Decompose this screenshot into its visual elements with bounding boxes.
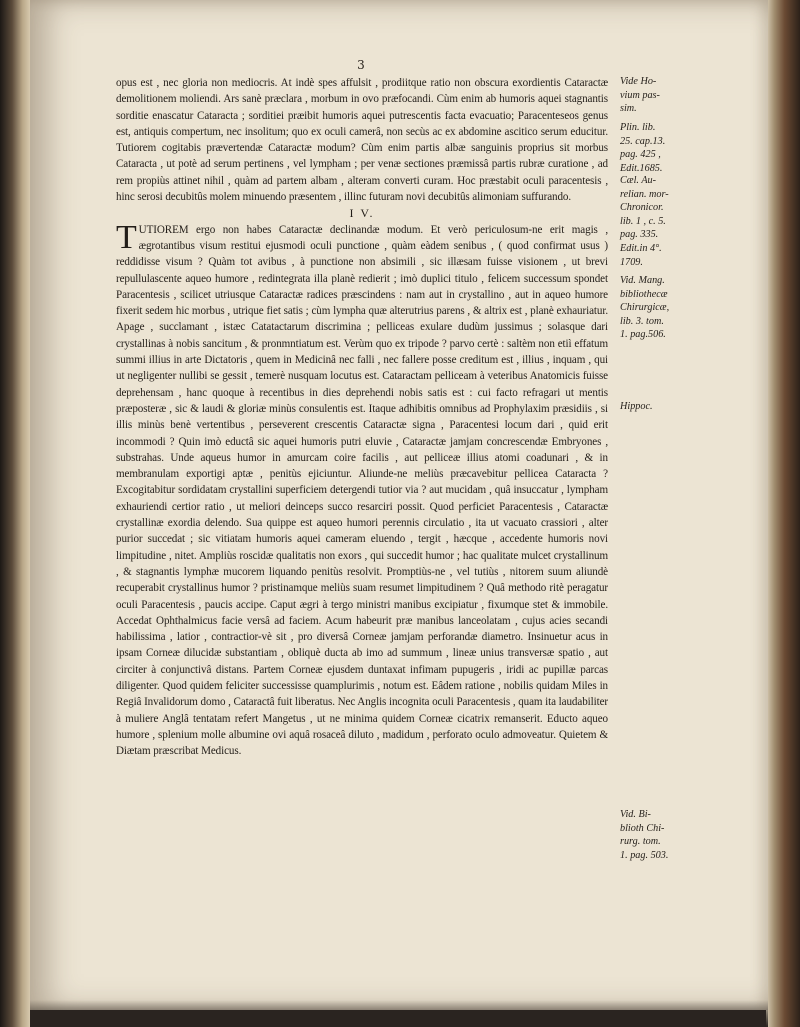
margin-note-line: blioth Chi-	[620, 822, 665, 834]
margin-note-line: Plin. lib.	[620, 122, 656, 133]
margin-note-line: Vide Ho-	[620, 76, 657, 87]
paragraph-2	[116, 218, 608, 760]
book-edge-right	[766, 0, 800, 1027]
margin-note-3	[620, 174, 686, 269]
paragraph-1: opus est , nec gloria non mediocris. At indè spes affulsit , prodiitque ratio non obscura exordientis Cataractæ demolitionem moliendi. Ars sanè præclara , morbum in ovo præfocandi. Cùm enim ab humoris aquei stagnantis sorditie enascatur Cataracta ; sorditiei præibit humoris aquei putrescentis facta evacuatio; Paracenteseos genus est, antiquis compertum, nec insolitum; quo ex oculi camerâ, non secùs ac ex abdomine ascitico serum educitur. Tutiorem cogitabis prævertendæ Cataractæ modum? Cùm enim partis albæ sanguinis proprius sit morbus Cataracta , ut potè ad serum pertinens , vel lympham ; per venæ sectiones præmissâ partis rubræ curatione , ad rem propiùs attinet nihil , quàm ad partem albam , alteram converti curam. Hoc præstabit oculi paracentesis , hinc serosi decubitûs molem minuendo præsentem , illinc futuram novi decubitûs alimoniam suffurando.	[116, 77, 608, 204]
margin-note-line: relian. mor-	[620, 188, 669, 200]
margin-note-line: Edit.in 4°.	[620, 242, 662, 254]
margin-note-line: 25. cap.13.	[620, 135, 666, 147]
margin-note-line: 1709.	[620, 256, 643, 268]
margin-note-line: Edit.1685.	[620, 162, 663, 174]
margin-note-line: 1. pag.506.	[620, 329, 666, 341]
page-bottom-shadow	[30, 1000, 768, 1027]
margin-note-line: sim.	[620, 103, 637, 115]
margin-note-line: Chronicor.	[620, 202, 664, 214]
margin-note-line: Chirurgicæ,	[620, 302, 670, 314]
main-text-block	[116, 75, 608, 759]
margin-note-line: vium pas-	[620, 89, 660, 101]
book-gutter-left	[0, 0, 30, 1027]
margin-note-line: Vid. Mang.	[620, 275, 665, 286]
margin-note-line: Cæl. Au-	[620, 175, 657, 186]
paragraph-2-text: UTIOREM ergo non habes Cataractæ declinandæ modum. Et verò periculosum-ne erit magis , ægrotantibus visum restitui ejusmodi oculi punctione , quàm eàdem senibus , ( quod confirmat usus ) reddidisse visum ? Quàm tot avibus , à punctione non absimili , sic illæsam fuisse visionem , ut brevi repullulascente aqueo humore , redintegrata illa planè redierit ; imò duplici titulo , felicem successum spondet Paracentesis , scilicet utriusque Cataractæ radices præscindens : nam aut in crystallino , aut in aqueo humore fixerit sedem hic morbus , utrique fiet satis ; cùm lympha quæ alterutrius parens , & altrix est , planè exhauriatur. Apage , succlamant , istæc Catatactarum discrimina ; pelliceas exulare dudùm jussimus ; solasque dari crystallinas à nobis sancitum , & pronmntiatum est. Verùm quo ex tripode ? parvo certè : saltèm non etiì effatum summi illius in arte Dictatoris , quem in Medicinâ nec falli , nec fallere posse creditum est , illius , inquam , qui ut negligenter nullibi se gessit , temerè nusquam locutus est. Cataractam pelliceam à veteribus Anatomicis fuisse deprehensam , hanc quoque à recentibus in dies deprehendi nobis satis est : cui facto refragari ut mentis præposteræ , sic & laudi & gloriæ minùs consulentis est. Itaque adhibitis omnibus ad Prophylaxim præsidiis , si illis minùs benè vertentibus , perseverent crescentis Cataractæ signa , Paracentesi locum dari , quid erit incommodi ? Quin imò eductâ sic aquei humoris putri eluvie , Cataractæ jamjam concrescendæ Embryones , substrahas. Unde aqueus humor in amurcam coire facilis , aut pelliceæ illius atomi coadunari , & in membranulam exportigi aptæ , penitùs ejiciuntur. Aliunde-ne meliùs præcavebitur pellicea Cataracta ? Excogitabitur sordidatam crystallini superficiem detergendi tutior via ? aut mucidam , quâ insuccatur , lympham exhauriendi certior ratio , ut meliori deinceps succo resarciri possit. Quod perficiet Paracentesis , Cataractæ crystallinæ exordia delendo. Sua quippe est aqueo humori perennis circulatio , ita ut vacuato crassiori , alter purior succedat ; sic vitiatam humoris aquei cameram eluendo , tergit , hæcque , accedente humoris novi limpitudine , nitet. Ampliùs roscidæ qualitatis non exors , qui succedit humor ; hac qualitate mulcet crystallinum , & stagnantis lymphæ mucorem liquando penitùs resolvit. Promptiùs-ne , vel tutiùs , nitorem suum aliundè recuperabit crystallinus humor ? pristinamque meliùs suam resumet limpitudinem ? Quâ methodo ritè peragatur oculi Paracentesis , paucis accipe. Caput ægri à tergo ministri manibus excipiatur , fixumque stet & immobile. Accedat Ophthalmicus facie versâ ad faciem. Acum habeurit præ manibus lanceolatam , cujus acies secandi habilissima , latior , contractior-vè sit , pro diversâ Corneæ jamjam perforandæ diametro. Insinuetur acus in ipsam Corneæ dilucidæ substantiam , obliquè ducta ab imo ad summum , lineæ unius transversæ spatio , aut circiter à conjunctivâ distans. Partem Corneæ ejusdem duntaxat infimam pupugeris , iridi ac pupillæ parcas diligenter. Quod quidem feliciter successisse quamplurimis , notum est. Eâdem ratione , nobilis quidam Miles in Regiâ Invalidorum domo , Cataractâ fuit liberatus. Nec Anglis incognita oculi Paracentesis , quam ita laudabiliter à muliere Anglâ tentatam refert Mangetus , ut ne minima quidem Corneæ cicatrix remanserit. Educto aqueo humore , splenium molle albumine ovi aquâ rosaceâ diluto , madidum , perforato oculo admoveatur. Quietem & Diætam præscribat Medicus.	[116, 223, 608, 758]
section-heading: I V.	[349, 206, 375, 221]
margin-note-5	[620, 400, 686, 414]
margin-note-line: 1. pag. 503.	[620, 849, 669, 861]
margin-note-line: Vid. Bi-	[620, 809, 651, 820]
margin-note-line: Hippoc.	[620, 401, 653, 412]
margin-note-1	[620, 75, 686, 116]
margin-note-line: rurg. tom.	[620, 836, 661, 848]
margin-note-4	[620, 274, 686, 342]
margin-note-6	[620, 808, 686, 862]
margin-note-line: lib. 1 , c. 5.	[620, 215, 666, 227]
margin-note-line: pag. 425 ,	[620, 149, 661, 161]
margin-note-2	[620, 121, 686, 175]
margin-note-line: bibliothecæ	[620, 288, 668, 300]
drop-cap-letter: T	[116, 218, 137, 256]
page-number: 3	[357, 58, 365, 72]
margin-note-line: pag. 335.	[620, 229, 659, 241]
margin-note-line: lib. 3. tom.	[620, 315, 664, 327]
